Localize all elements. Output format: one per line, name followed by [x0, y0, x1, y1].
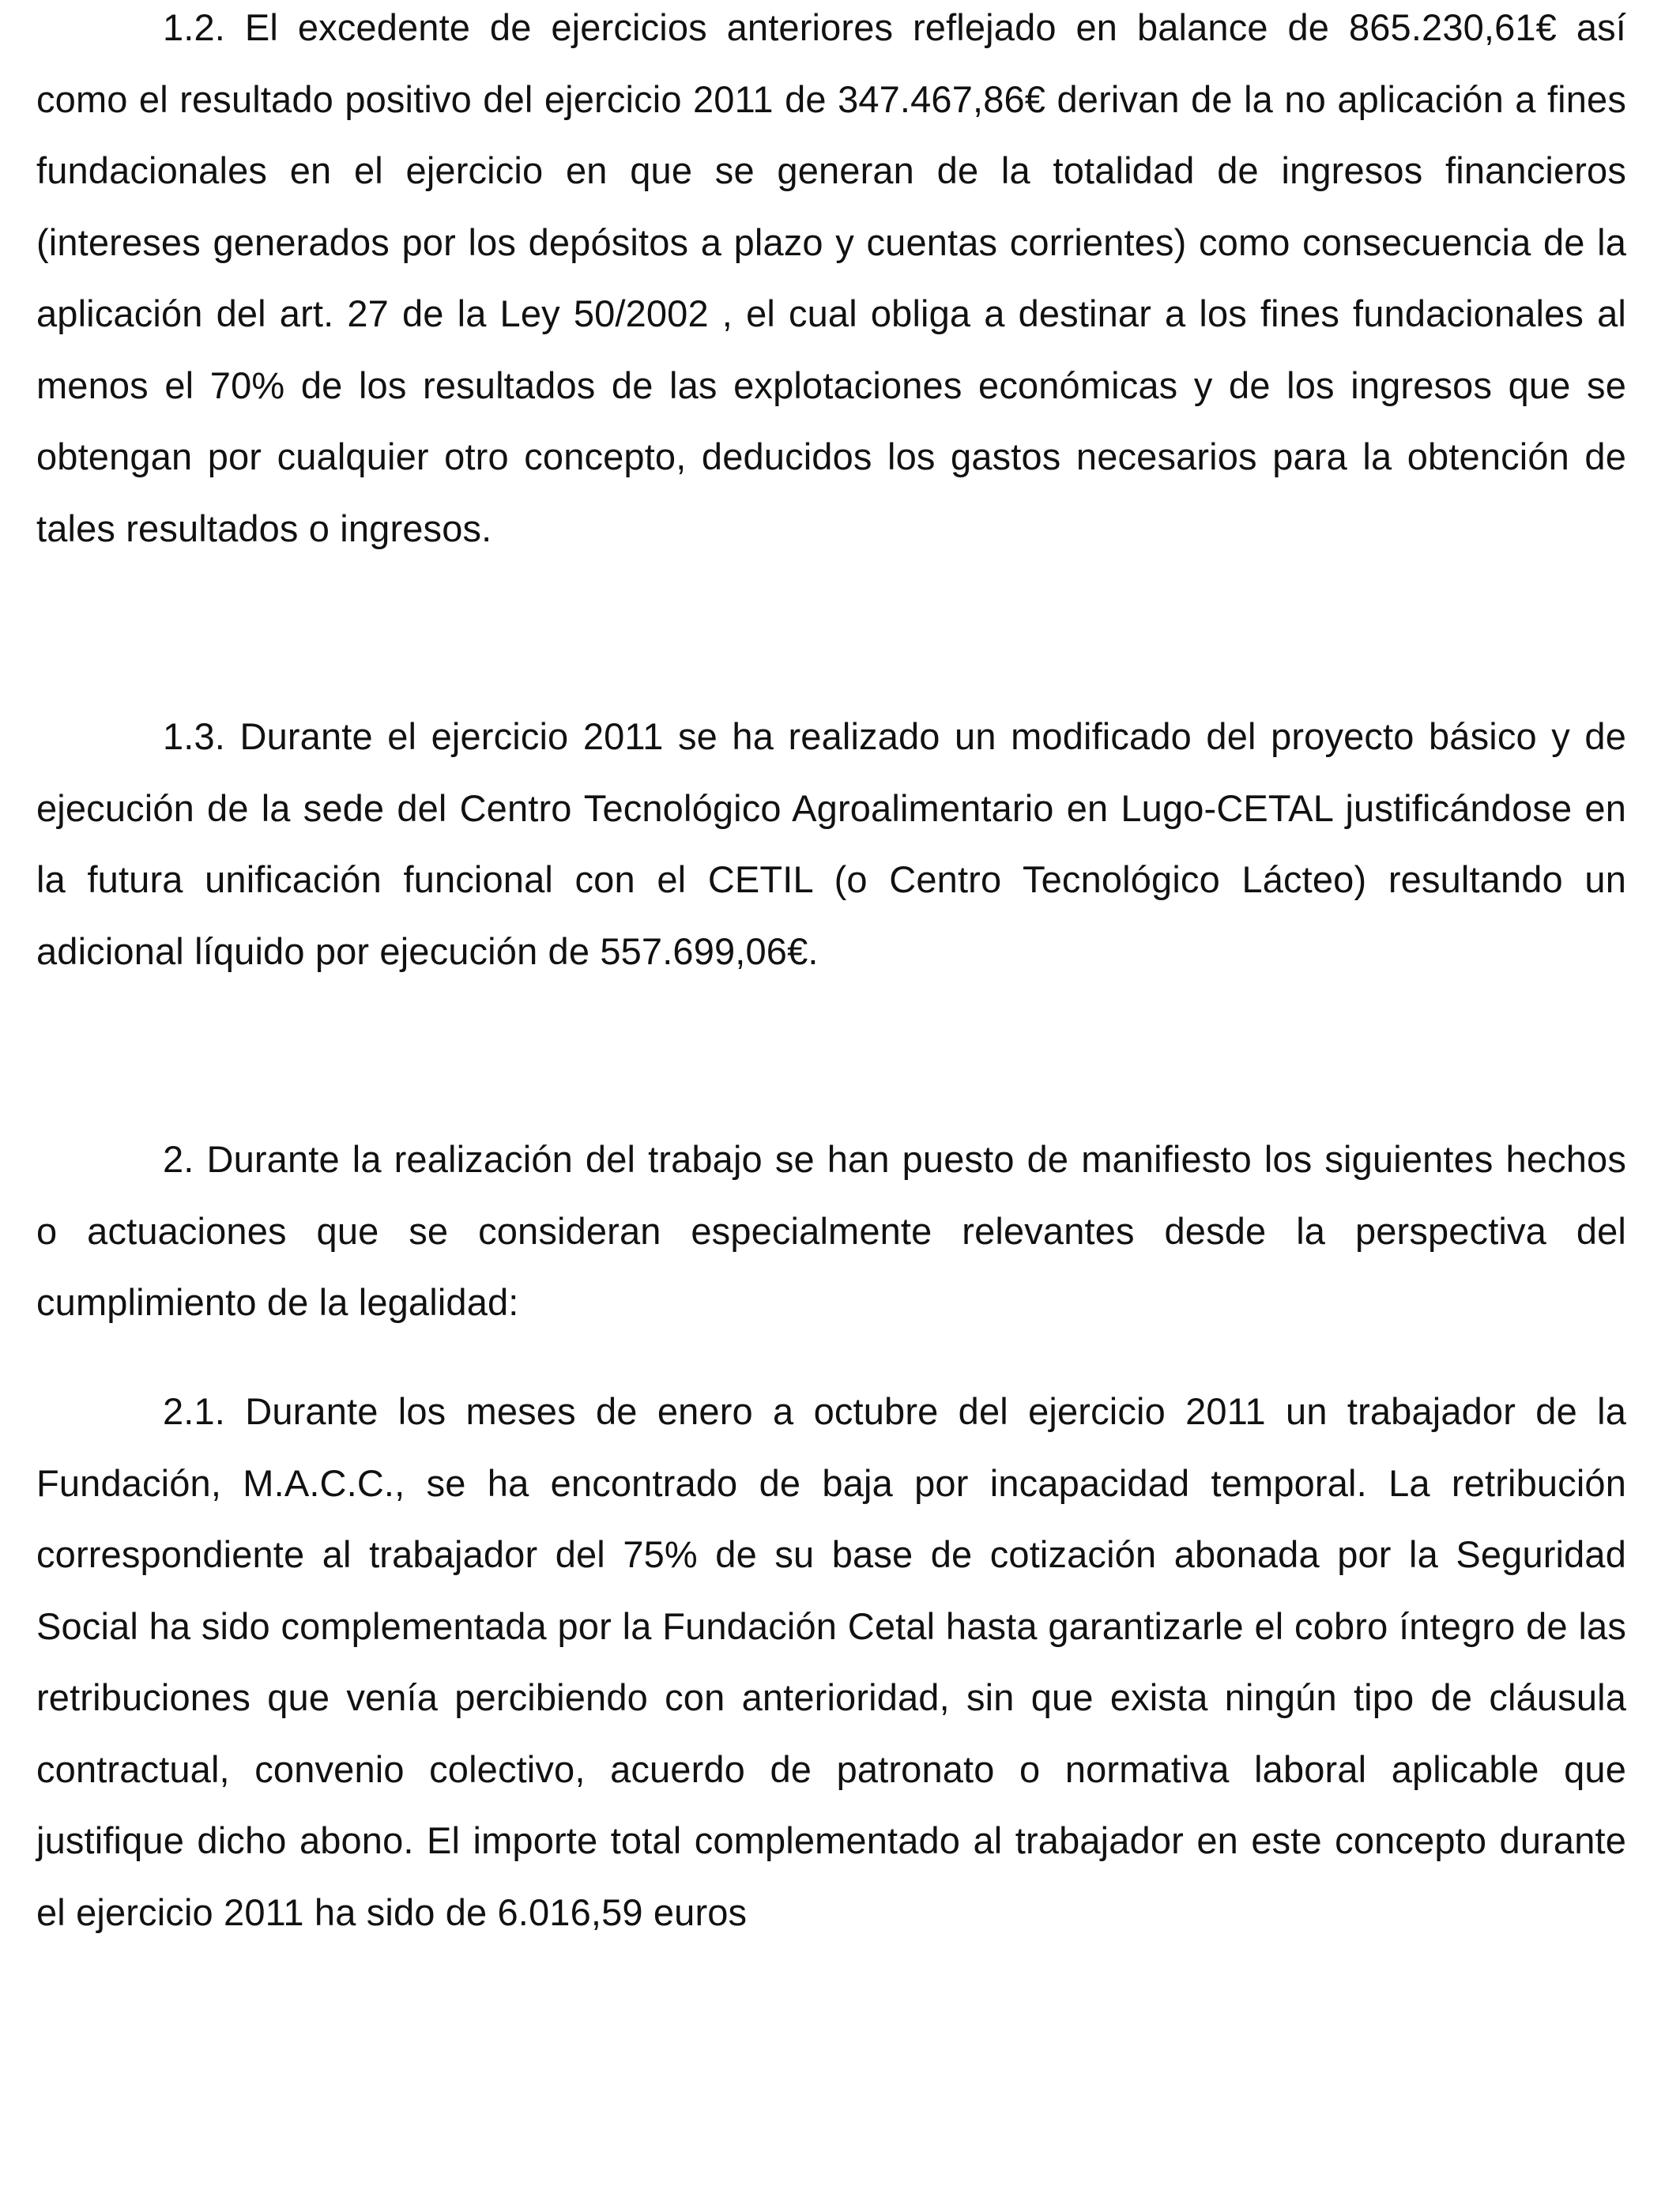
- paragraph-2-1: 2.1. Durante los meses de enero a octubre del ejercicio 2011 un trabajador de la Fundación, M.A.C.C., se ha encontrado de baja por incapacidad temporal. La retribución correspondiente al trabajador del 75% de su base de cotización abonada por la Seguridad Social ha sido complementada por la Fundación Cetal hasta garantizarle el cobro íntegro de las retribuciones que venía percibiendo con anterioridad, sin que exista ningún tipo de cláusula contractual, convenio colectivo, acuerdo de patronato o normativa laboral aplicable que justifique dicho abono. El importe total complementado al trabajador en este concepto durante el ejercicio 2011 ha sido de 6.016,59 euros: [36, 1390, 1626, 1933]
- paragraph-1-2: 1.2. El excedente de ejercicios anteriores reflejado en balance de 865.230,61€ así como el resultado positivo del ejercicio 2011 de 347.467,86€ derivan de la no aplicación a fines fundacionales en el ejercicio en que se generan de la totalidad de ingresos financieros (intereses generados por los depósitos a plazo y cuentas corrientes) como consecuencia de la aplicación del art. 27 de la Ley 50/2002 , el cual obliga a destinar a los fines fundacionales al menos el 70% de los resultados de las explotaciones económicas y de los ingresos que se obtengan por cualquier otro concepto, deducidos los gastos necesarios para la obtención de tales resultados o ingresos.: [36, 6, 1626, 549]
- paragraph-2: 2. Durante la realización del trabajo se han puesto de manifiesto los siguientes hechos o actuaciones que se consideran especialmente relevantes desde la perspectiva del cumplimiento de la legalidad:: [36, 1138, 1626, 1323]
- paragraph-1-3: 1.3. Durante el ejercicio 2011 se ha realizado un modificado del proyecto básico y de ejecución de la sede del Centro Tecnológico Agroalimentario en Lugo-CETAL justificándose en la futura unificación funcional con el CETIL (o Centro Tecnológico Lácteo) resultando un adicional líquido por ejecución de 557.699,06€.: [36, 715, 1626, 972]
